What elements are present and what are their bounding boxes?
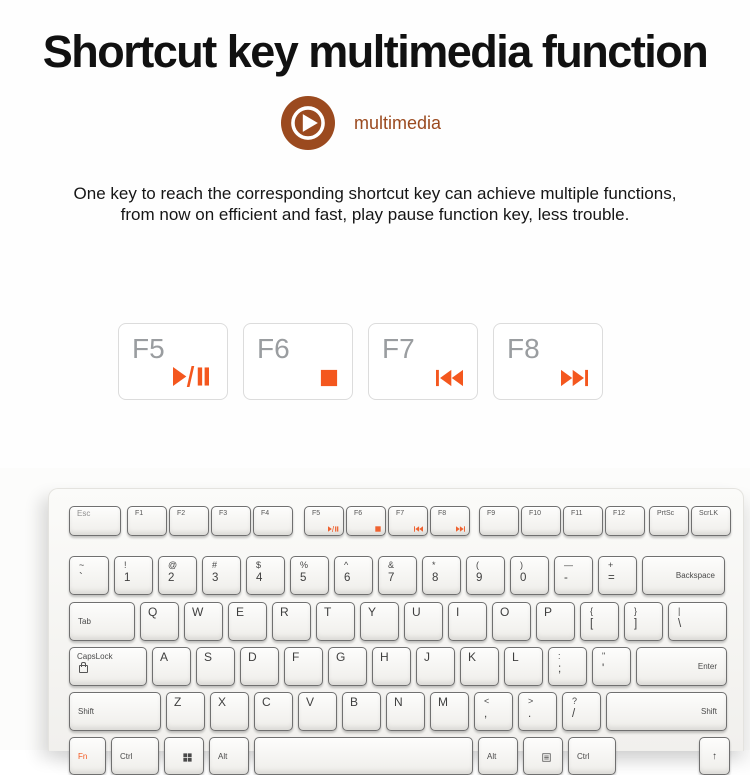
key-o: O	[492, 602, 531, 641]
key-fn: Fn	[69, 737, 106, 775]
card-key-label: F7	[382, 333, 415, 364]
key-ctrl-left: Ctrl	[111, 737, 159, 775]
key-~: ~ `	[69, 556, 109, 595]
stop-icon	[375, 526, 381, 532]
key-+: + =	[598, 556, 637, 595]
key-period: > .	[518, 692, 557, 731]
key-backspace: Backspace	[642, 556, 725, 595]
key-h: H	[372, 647, 411, 686]
key-f12: F12	[605, 506, 645, 536]
play-pause-icon	[173, 366, 213, 387]
key-—: — -	[554, 556, 593, 595]
keyboard-row	[69, 692, 732, 731]
menu-icon	[542, 753, 551, 762]
key-f9: F9	[479, 506, 519, 536]
keyboard-row	[69, 506, 733, 536]
key-ctrl-right: Ctrl	[568, 737, 616, 775]
key-shift-right: Shift	[606, 692, 727, 731]
key-menu	[523, 737, 563, 775]
key-*: * 8	[422, 556, 461, 595]
key-c: C	[254, 692, 293, 731]
key-{: { [	[580, 602, 619, 641]
keyboard-row	[69, 556, 730, 595]
key-semicolon: : ;	[548, 647, 587, 686]
shortcut-card-f5	[118, 323, 228, 400]
key-b: B	[342, 692, 381, 731]
key-k: K	[460, 647, 499, 686]
caps-lock-icon	[79, 665, 88, 673]
key-e: E	[228, 602, 267, 641]
shortcut-card-f7	[368, 323, 478, 400]
key-y: Y	[360, 602, 399, 641]
stop-icon	[320, 369, 338, 387]
key-d: D	[240, 647, 279, 686]
key-u: U	[404, 602, 443, 641]
key-!: ! 1	[114, 556, 153, 595]
card-key-label: F5	[132, 333, 165, 364]
shortcut-card-f8	[493, 323, 603, 400]
key-@: @ 2	[158, 556, 197, 595]
key-g: G	[328, 647, 367, 686]
key-}: } ]	[624, 602, 663, 641]
key-capslock: CapsLock	[69, 647, 147, 686]
key-shift-left: Shift	[69, 692, 161, 731]
key-slash: ? /	[562, 692, 601, 731]
key-enter: Enter	[636, 647, 727, 686]
previous-track-icon	[414, 526, 423, 532]
key-f5: F5	[304, 506, 344, 536]
key-$: $ 4	[246, 556, 285, 595]
key-w: W	[184, 602, 223, 641]
key-space	[254, 737, 473, 775]
key-a: A	[152, 647, 191, 686]
key-j: J	[416, 647, 455, 686]
key-): ) 0	[510, 556, 549, 595]
shortcut-card-f6	[243, 323, 353, 400]
key-f4: F4	[253, 506, 293, 536]
play-pause-icon	[328, 526, 339, 532]
key-q: Q	[140, 602, 179, 641]
previous-track-icon	[436, 369, 463, 387]
key-r: R	[272, 602, 311, 641]
key-tab: Tab	[69, 602, 135, 641]
key-&: & 7	[378, 556, 417, 595]
key-p: P	[536, 602, 575, 641]
next-track-icon	[561, 369, 588, 387]
key-f1: F1	[127, 506, 167, 536]
keyboard-row	[69, 602, 732, 641]
multimedia-badge	[0, 96, 750, 152]
key-prtsc: PrtSc	[649, 506, 689, 536]
key-f11: F11	[563, 506, 603, 536]
description	[0, 183, 750, 225]
keyboard-row	[69, 737, 735, 775]
key-v: V	[298, 692, 337, 731]
key-f2: F2	[169, 506, 209, 536]
shortcut-key-cards	[118, 323, 603, 400]
card-key-label: F8	[507, 333, 540, 364]
next-track-icon	[456, 526, 465, 532]
key-win	[164, 737, 204, 775]
key-f8: F8	[430, 506, 470, 536]
description-line2: from now on efficient and fast, play pause function key, less trouble.	[120, 205, 630, 224]
key-%: % 5	[290, 556, 329, 595]
key-alt-left: Alt	[209, 737, 249, 775]
key-^: ^ 6	[334, 556, 373, 595]
page-title: Shortcut key multimedia function	[42, 26, 708, 77]
key-quote: " '	[592, 647, 631, 686]
key-arrow-up: ↑	[699, 737, 730, 775]
key-f10: F10	[521, 506, 561, 536]
card-key-label: F6	[257, 333, 290, 364]
key-z: Z	[166, 692, 205, 731]
key-esc: Esc	[69, 506, 121, 536]
keyboard-body	[48, 488, 744, 762]
key-s: S	[196, 647, 235, 686]
key-f7: F7	[388, 506, 428, 536]
key-n: N	[386, 692, 425, 731]
key-x: X	[210, 692, 249, 731]
multimedia-badge-label: multimedia	[354, 113, 442, 133]
key-f: F	[284, 647, 323, 686]
key-#: # 3	[202, 556, 241, 595]
key-i: I	[448, 602, 487, 641]
key-scrlk: ScrLK	[691, 506, 731, 536]
win-icon	[183, 753, 192, 762]
key-l: L	[504, 647, 543, 686]
key-backslash: | \	[668, 602, 727, 641]
keyboard-row	[69, 647, 732, 686]
key-m: M	[430, 692, 469, 731]
key-(: ( 9	[466, 556, 505, 595]
key-alt-right: Alt	[478, 737, 518, 775]
key-t: T	[316, 602, 355, 641]
key-f6: F6	[346, 506, 386, 536]
key-comma: < ,	[474, 692, 513, 731]
keyboard-photo	[0, 468, 750, 762]
key-f3: F3	[211, 506, 251, 536]
play-circle-icon	[281, 96, 335, 150]
description-line1: One key to reach the corresponding shortcut key can achieve multiple functions,	[73, 184, 677, 203]
